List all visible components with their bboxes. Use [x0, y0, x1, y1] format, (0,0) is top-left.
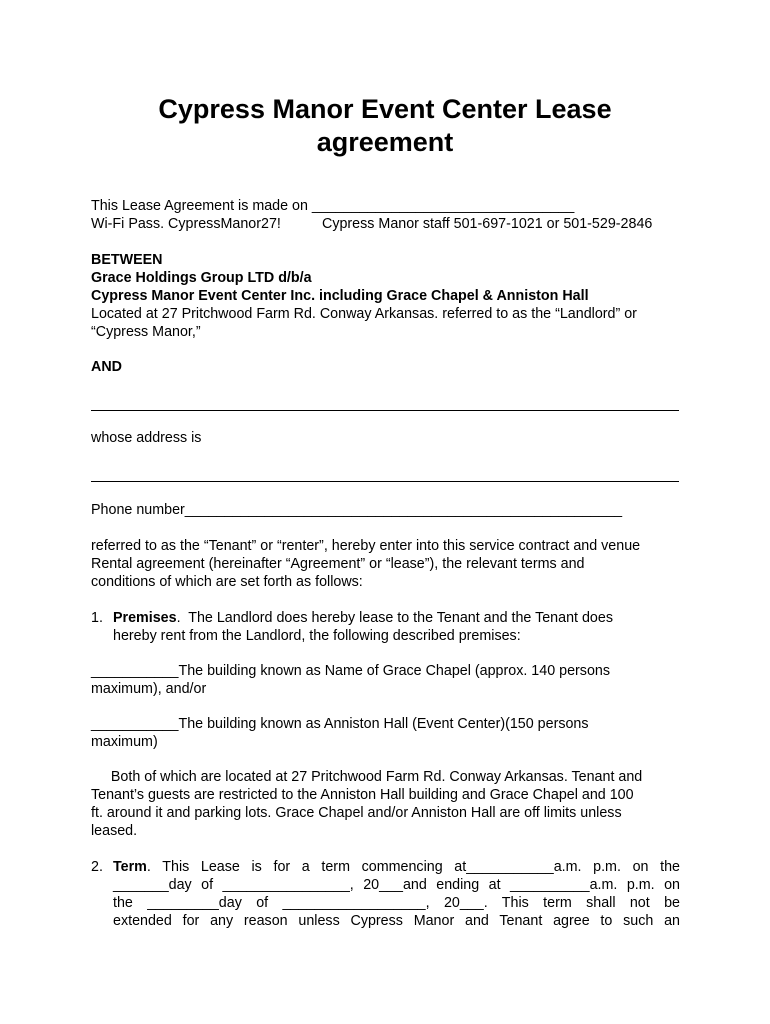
phone-number-line: Phone number_______________________________________________________: [91, 502, 623, 518]
staff-phone-numbers: Cypress Manor staff 501-697-1021 or 501-529-2846: [322, 216, 653, 232]
referred-line-1: referred to as the “Tenant” or “renter”, hereby enter into this service contract and venue: [91, 538, 641, 554]
title-line-1: Cypress Manor Event Center Lease: [158, 94, 612, 124]
term-line-3: the _________day of __________________, 20___. This term shall not be: [113, 895, 680, 911]
whose-address-label: whose address is: [91, 430, 202, 446]
document-title: [0, 93, 770, 159]
hall-option-line-1: ___________The building known as Anniston Hall (Event Center)(150 persons: [91, 716, 589, 732]
premises-line-2: hereby rent from the Landlord, the following described premises:: [113, 628, 521, 644]
location-line-4: leased.: [91, 823, 138, 839]
term-number: 2.: [91, 859, 103, 875]
term-line-1: [113, 858, 680, 876]
premises-heading: Premises: [113, 610, 177, 626]
term-line-2: _______day of ________________, 20___and ending at __________a.m. p.m. on: [113, 877, 680, 893]
between-heading: BETWEEN: [91, 252, 163, 268]
location-line-1: Both of which are located at 27 Pritchwood Farm Rd. Conway Arkansas. Tenant and: [91, 769, 643, 785]
title-line-2: agreement: [316, 127, 454, 157]
premises-line-1-text: . The Landlord does hereby lease to the Tenant and the Tenant does: [176, 610, 613, 626]
tenant-address-blank: [91, 481, 679, 482]
referred-line-3: conditions of which are set forth as follows:: [91, 574, 363, 590]
chapel-option-line-1: ___________The building known as Name of Grace Chapel (approx. 140 persons: [91, 663, 610, 679]
made-on-line: This Lease Agreement is made on _________________________________: [91, 198, 575, 214]
landlord-address-line-1: Located at 27 Pritchwood Farm Rd. Conway Arkansas. referred to as the “Landlord” or: [91, 306, 637, 322]
landlord-name-line-2: Cypress Manor Event Center Inc. including Grace Chapel & Anniston Hall: [91, 288, 589, 304]
term-heading: Term: [113, 859, 147, 875]
referred-line-2: Rental agreement (hereinafter “Agreement” or “lease”), the relevant terms and: [91, 556, 585, 572]
premises-line-1: [113, 609, 613, 627]
and-heading: AND: [91, 359, 122, 375]
tenant-name-blank: [91, 410, 679, 411]
location-line-3: ft. around it and parking lots. Grace Chapel and/or Anniston Hall are off limits unless: [91, 805, 622, 821]
wifi-password: Wi-Fi Pass. CypressManor27!: [91, 216, 281, 232]
location-line-2: Tenant’s guests are restricted to the Anniston Hall building and Grace Chapel and 100: [91, 787, 634, 803]
landlord-name-line-1: Grace Holdings Group LTD d/b/a: [91, 270, 312, 286]
chapel-option-line-2: maximum), and/or: [91, 681, 207, 697]
term-line-1-text: . This Lease is for a term commencing at___________a.m. p.m. on the: [146, 859, 680, 875]
landlord-address-line-2: “Cypress Manor,”: [91, 324, 201, 340]
hall-option-line-2: maximum): [91, 734, 158, 750]
term-line-4: extended for any reason unless Cypress Manor and Tenant agree to such an: [113, 913, 680, 929]
premises-number: 1.: [91, 610, 103, 626]
